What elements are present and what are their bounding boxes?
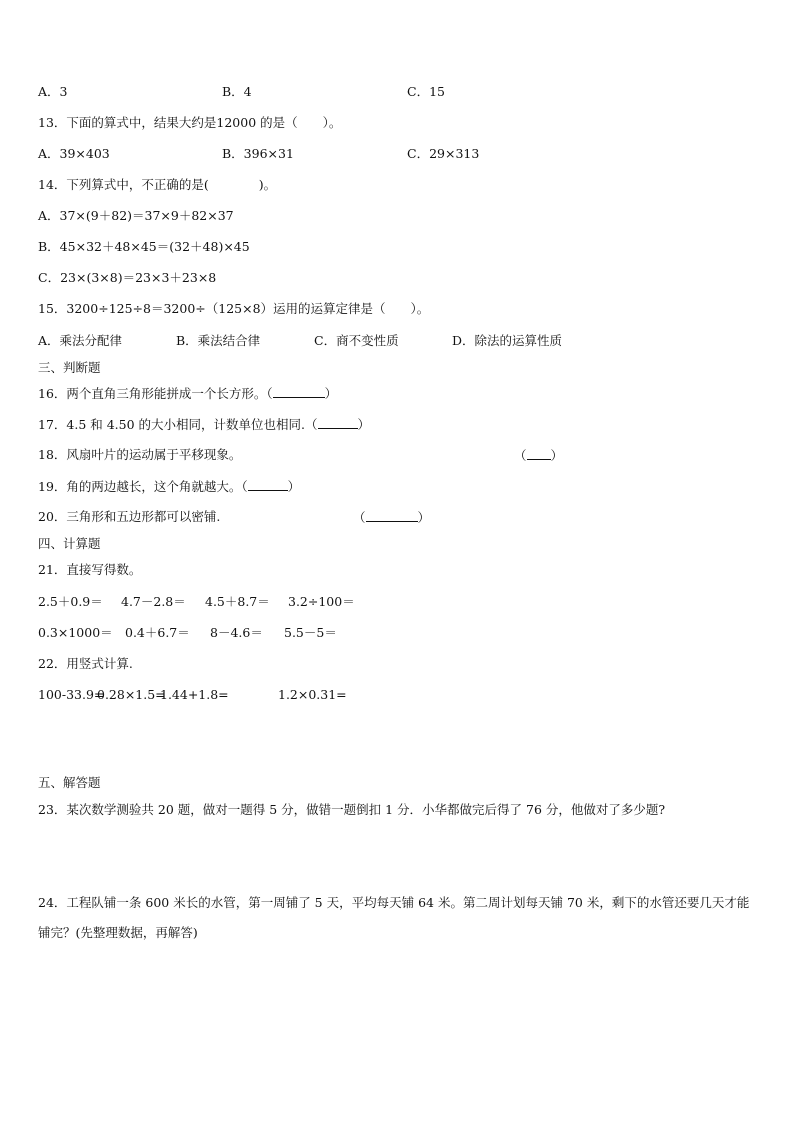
q19-answer-blank[interactable] (248, 478, 288, 491)
q20-line (38, 509, 220, 525)
q18-answer-blank[interactable] (527, 447, 551, 460)
q14-stem: 14．下列算式中，不正确的是( )。 (38, 177, 277, 192)
q14-option-a: A．37×(9＋82)＝37×9＋82×37 (38, 208, 234, 223)
q18-answer-group (514, 447, 563, 464)
q20-answer-blank[interactable] (366, 509, 418, 522)
q23-text: 23．某次数学测验共 20 题，做对一题得 5 分，做错一题倒扣 1 分．小华都做完后得了 76 分，他做对了多少题? (38, 802, 666, 817)
q20-text: 20．三角形和五边形都可以密铺. (38, 509, 221, 524)
q15-option-c: C．商不变性质 (314, 333, 399, 348)
q19-line (38, 478, 300, 495)
q16-text: 16．两个直角三角形能拼成一个长方形。（ (38, 386, 273, 401)
section-title-judge: 三、判断题 (38, 360, 101, 375)
section-title-calc: 四、计算题 (38, 536, 101, 551)
q22-stem: 22．用竖式计算. (38, 656, 133, 671)
q17-answer-blank[interactable] (318, 416, 358, 429)
q20-answer-group (353, 509, 430, 526)
q15-option-b: B．乘法结合律 (176, 333, 261, 348)
q12-option-b: B．4 (222, 84, 252, 99)
q13-option-c: C．29×313 (407, 146, 480, 161)
q21-item: 0.4＋6.7＝ (125, 625, 190, 640)
q24-text: 24．工程队铺一条 600 米长的水管，第一周铺了 5 天，平均每天铺 64 米。第二周计划每天铺 70 米，剩下的水管还要几天才能铺完？(先整理数据，再解答) (38, 895, 750, 940)
q14-option-c: C．23×(3×8)＝23×3＋23×8 (38, 270, 217, 285)
q12-option-a: A．3 (38, 84, 68, 99)
q15-option-d: D．除法的运算性质 (452, 333, 563, 348)
q22-item: 0.28×1.5= (97, 687, 166, 702)
q17-line (38, 416, 370, 433)
q18-line (38, 447, 241, 463)
q12-option-c: C．15 (407, 84, 445, 99)
q21-item: 5.5－5＝ (284, 625, 337, 640)
q15-stem: 15．3200÷125÷8＝3200÷（125×8）运用的运算定律是（ ）。 (38, 301, 430, 316)
q19-close-paren: ） (287, 479, 301, 494)
q21-item: 4.7－2.8＝ (121, 594, 186, 609)
q20-close-paren: ） (417, 510, 431, 525)
q16-close-paren: ） (324, 386, 338, 401)
q21-item: 2.5＋0.9＝ (38, 594, 103, 609)
q18-open-paren: （ (514, 448, 527, 463)
q21-item: 3.2÷100＝ (288, 594, 355, 609)
q22-item: 1.44+1.8= (160, 687, 229, 702)
q19-text: 19．角的两边越长，这个角就越大。（ (38, 479, 248, 494)
q20-open-paren: （ (353, 510, 366, 525)
q18-text: 18．风扇叶片的运动属于平移现象。 (38, 447, 242, 462)
q21-item: 4.5＋8.7＝ (205, 594, 270, 609)
q17-close-paren: ） (357, 417, 371, 432)
q16-answer-blank[interactable] (273, 385, 325, 398)
q15-option-a: A．乘法分配律 (38, 333, 123, 348)
q13-option-a: A．39×403 (38, 146, 110, 161)
q17-text: 17．4.5 和 4.50 的大小相同，计数单位也相同.（ (38, 417, 318, 432)
q13-stem: 13．下面的算式中，结果大约是12000 的是（ ）。 (38, 115, 342, 130)
q21-stem: 21．直接写得数。 (38, 562, 142, 577)
q13-option-b: B．396×31 (222, 146, 294, 161)
section-title-solve: 五、解答题 (38, 775, 101, 790)
q21-item: 8－4.6＝ (210, 625, 263, 640)
q16-line (38, 385, 337, 402)
q18-close-paren: ） (550, 448, 564, 463)
q22-item: 100-33.9= (38, 687, 105, 702)
q14-option-b: B．45×32＋48×45＝(32＋48)×45 (38, 239, 250, 254)
q21-item: 0.3×1000＝ (38, 625, 113, 640)
q22-item: 1.2×0.31= (278, 687, 347, 702)
